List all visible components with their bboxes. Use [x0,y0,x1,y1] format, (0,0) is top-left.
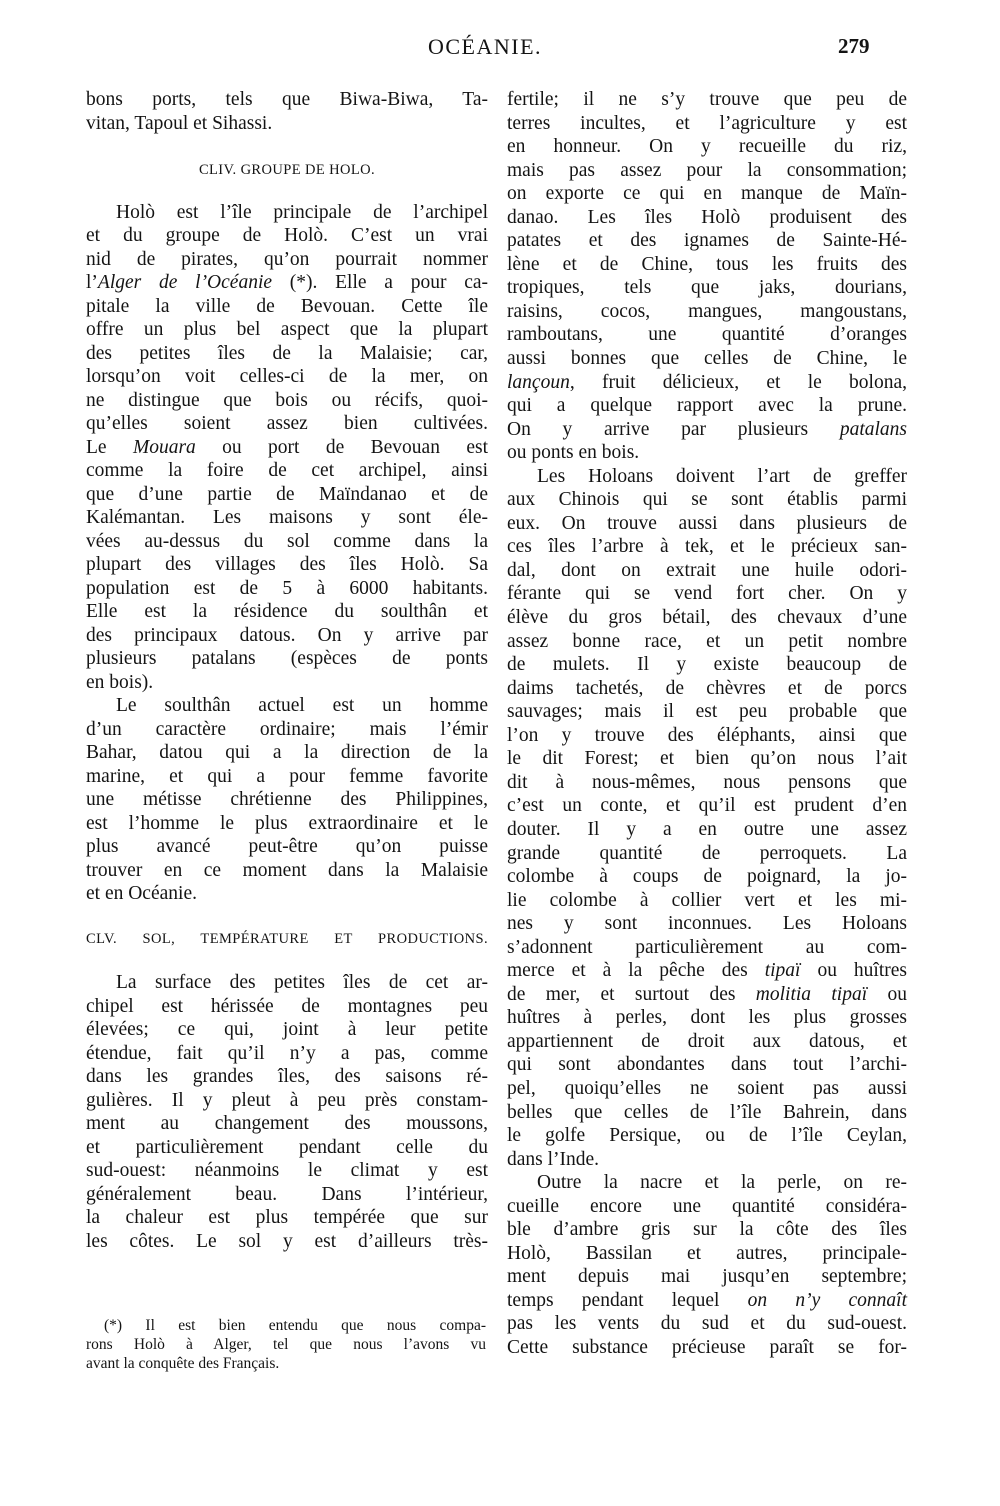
text-segment: (*). Elle a pour ca- [272,272,488,293]
text-line: pel, quoiqu’elles ne soient pas aussi [507,1077,907,1099]
text-line: le golfe Persique, ou de l’île Ceylan, [507,1125,907,1147]
text-line: eux. On trouve aussi dans plusieurs de [507,512,907,534]
footnote [86,1316,486,1373]
text-line: sud-ouest: néanmoins le climat y est [86,1160,488,1181]
text-line: d’un caractère ordinaire; mais l’émir [86,718,488,740]
text-segment: merce et à la pêche des [507,960,765,982]
section-heading: CLV. SOL, TEMPÉRATURE ET PRODUCTIONS. [86,930,488,947]
footnote-line: (*) Il est bien entendu que nous compa- [104,1317,486,1334]
text-line: lie colombe à collier vert et les mi- [507,889,907,911]
text-line: comme la foire de cet archipel, ainsi [86,460,488,481]
italic-text-segment: Alger de l’Océanie [97,272,273,293]
page-number: 279 [838,34,870,58]
text-line: que d’une partie de Maïndanao et de [86,483,488,505]
section-heading: CLIV. GROUPE DE HOLO. [198,162,376,178]
text-line: Bahar, datou qui a la direction de la [86,742,488,763]
text-line: dit à nous-mêmes, nous pensons que [507,771,907,793]
text-line: sauvages; mais il est peu probable que [507,701,907,723]
text-line: ne distingue que bois ou récifs, quoi- [86,389,488,411]
text-line: nes y sont inconnues. Les Holoans [507,913,907,935]
text-line: ment au changement des moussons, [86,1113,488,1134]
text-line: ment depuis mai jusqu’en septembre; [507,1266,907,1288]
italic-text-segment: tipaï [764,960,801,982]
text-line: c’est un conte, et qu’il est prudent d’en [507,795,907,817]
text-line: offre un plus bel aspect que la plupart [86,319,488,340]
text-line [507,959,907,983]
text-line: Kalémantan. Les maisons y sont éle- [86,507,488,528]
text-line: l’on y trouve des éléphants, ainsi que [507,724,907,746]
text-line: ou ponts en bois. [507,442,640,464]
text-line: Le soulthân actuel est un homme [116,695,488,716]
text-segment: ou port de Bevouan est [195,436,488,458]
text-line: dans les grandes îles, des saisons ré- [86,1066,488,1087]
text-line: une métisse chrétienne des Philippines, [86,789,488,810]
text-line: aussi bonnes que celles de Chine, le [507,348,907,370]
text-line [507,371,907,395]
right-column [507,88,907,1360]
text-line: raisins, cocos, mangues, mangoustans, [507,300,907,322]
text-line: daims tachetés, de chèvres et de porcs [507,677,907,699]
text-line: généralement beau. Dans l’intérieur, [86,1183,488,1205]
text-line: le dit Forest; et bien qu’on nous l’ait [507,748,907,770]
text-line: en honneur. On y recueille du riz, [507,136,907,158]
text-line: pas les vents du sud et du sud-ouest. [507,1313,907,1335]
text-line: ces îles l’arbre à tek, et le précieux san- [507,536,907,558]
italic-text-segment: lançoun [507,371,570,393]
text-line: des petites îles de la Malaisie; car, [86,342,488,364]
text-line: cueille encore une quantité considéra- [507,1195,907,1217]
text-line: huîtres à perles, dont les plus grosses [507,1007,907,1029]
text-line: plupart des villages des îles Holò. Sa [86,554,488,575]
text-line: marine, et qui a pour femme favorite [86,765,488,787]
text-line: chipel est hérissée de montagnes peu [86,995,488,1017]
text-line: vitan, Tapoul et Sihassi. [86,112,273,134]
text-line: pitale la ville de Bevouan. Cette île [86,295,488,317]
running-head [0,30,1000,60]
text-line: danao. Les îles Holò produisent des [507,206,907,228]
text-segment: temps pendant lequel [507,1289,748,1311]
text-line: s’adonnent particulièrement au com- [507,936,907,958]
text-line: nid de pirates, qu’on pourrait nommer [86,248,488,270]
running-title: OCÉANIE. [428,34,543,59]
text-line: Holò, Bassilan et autres, principale- [507,1242,907,1264]
italic-text-segment: on n’y connaît [747,1289,908,1311]
text-line [507,418,907,442]
text-line: assez bonne race, et un petit nombre [507,630,907,652]
text-segment: Le [86,436,133,458]
text-line: fertile; il ne s’y trouve que peu de [507,89,907,110]
spacer [86,183,488,201]
text-line: est l’homme le plus extraordinaire et le [86,812,488,834]
footnote-line: avant la conquête des Français. [86,1355,280,1372]
text-line: aux Chinois qui se sont établis parmi [507,489,907,511]
text-line: vées au-dessus du sol comme dans la [86,530,488,552]
text-line: étendue, fait qu’il n’y a pas, comme [86,1042,488,1064]
text-line: appartiennent de droit aux datous, et [507,1030,907,1052]
text-line: les côtes. Le sol y est d’ailleurs très- [86,1230,488,1252]
text-line [507,983,907,1007]
text-line: La surface des petites îles de cet ar- [116,972,488,993]
text-line: gulières. Il y pleut à peu près constam- [86,1089,488,1111]
text-line: mais pas assez pour la consommation; [507,159,907,181]
text-line: dans l’Inde. [507,1148,600,1170]
text-segment: , fruit délicieux, et le bolona, [569,371,907,393]
text-line: Cette substance précieuse paraît se for- [507,1336,907,1358]
text-line: en bois). [86,671,154,693]
spacer [86,135,488,159]
text-line: colombe à coups de poignard, la jo- [507,866,907,888]
text-line: Holò est l’île principale de l’archipel [116,201,488,223]
text-line: élève du gros bétail, des chevaux d’une [507,607,907,629]
text-segment: ou huîtres [800,960,907,982]
italic-text-segment: molitia tipaï [755,983,868,1005]
text-line [86,436,488,460]
text-line: qui a quelque rapport avec la prune. [507,395,907,417]
text-line: population est de 5 à 6000 habitants. [86,577,488,599]
text-line: de mulets. Il y existe beaucoup de [507,654,907,676]
text-line: lorsqu’on voit celles-ci de la mer, on [86,366,488,387]
text-line: et particulièrement pendant celle du [86,1136,488,1158]
text-line [507,1289,907,1313]
text-line: des principaux datous. On y arrive par [86,624,488,646]
text-line: tropiques, tels que jaks, dourians, [507,277,907,299]
text-line: qu’elles soient assez bien cultivées. [86,413,488,434]
italic-text-segment: patalans [839,418,907,440]
text-line: on exporte ce qui en manque de Maïn- [507,183,907,205]
spacer [86,906,488,928]
text-line: dal, dont on extrait une huile odori- [507,559,907,581]
text-line: et en Océanie. [86,883,197,904]
text-line: férante qui se vend fort cher. On y [507,583,907,605]
text-line: Outre la nacre et la perle, on re- [537,1172,907,1194]
text-segment: ou [867,983,907,1005]
text-line: terres incultes, et l’agriculture y est [507,112,907,134]
italic-text-segment: Mouara [132,436,196,458]
text-line: et du groupe de Holò. C’est un vrai [86,225,488,246]
text-line: plus avancé peut-être qu’on puisse [86,836,488,857]
spacer [86,951,488,971]
text-line: la chaleur est plus tempérée que sur [86,1207,488,1228]
text-line: élevées; ce qui, joint à leur petite [86,1019,488,1040]
text-line: Elle est la résidence du soulthân et [86,601,488,622]
text-line: bons ports, tels que Biwa-Biwa, Ta- [86,89,488,110]
text-segment: l’ [86,272,98,293]
text-line: grande quantité de perroquets. La [507,842,907,864]
text-line: Les Holoans doivent l’art de greffer [537,465,907,487]
text-line: patates et des ignames de Sainte-Hé- [507,230,907,252]
text-line [86,271,488,295]
text-line: lène et de Chine, tous les fruits des [507,253,907,275]
text-segment: de mer, et surtout des [507,983,756,1005]
text-line: trouver en ce moment dans la Malaisie [86,859,488,881]
left-column [86,88,488,1253]
text-line: qui sont abondantes dans tout l’archi- [507,1054,907,1076]
text-line: belles que celles de l’île Bahrein, dans [507,1101,907,1123]
text-line: plusieurs patalans (espèces de ponts [86,648,488,669]
text-segment: On y arrive par plusieurs [507,418,840,440]
footnote-line: rons Holò à Alger, tel que nous l’avons vu [86,1336,486,1353]
text-line: ramboutans, une quantité d’oranges [507,324,907,346]
text-line: douter. Il y a en outre une assez [507,818,907,840]
text-line: ble d’ambre gris sur la côte des îles [507,1219,907,1241]
